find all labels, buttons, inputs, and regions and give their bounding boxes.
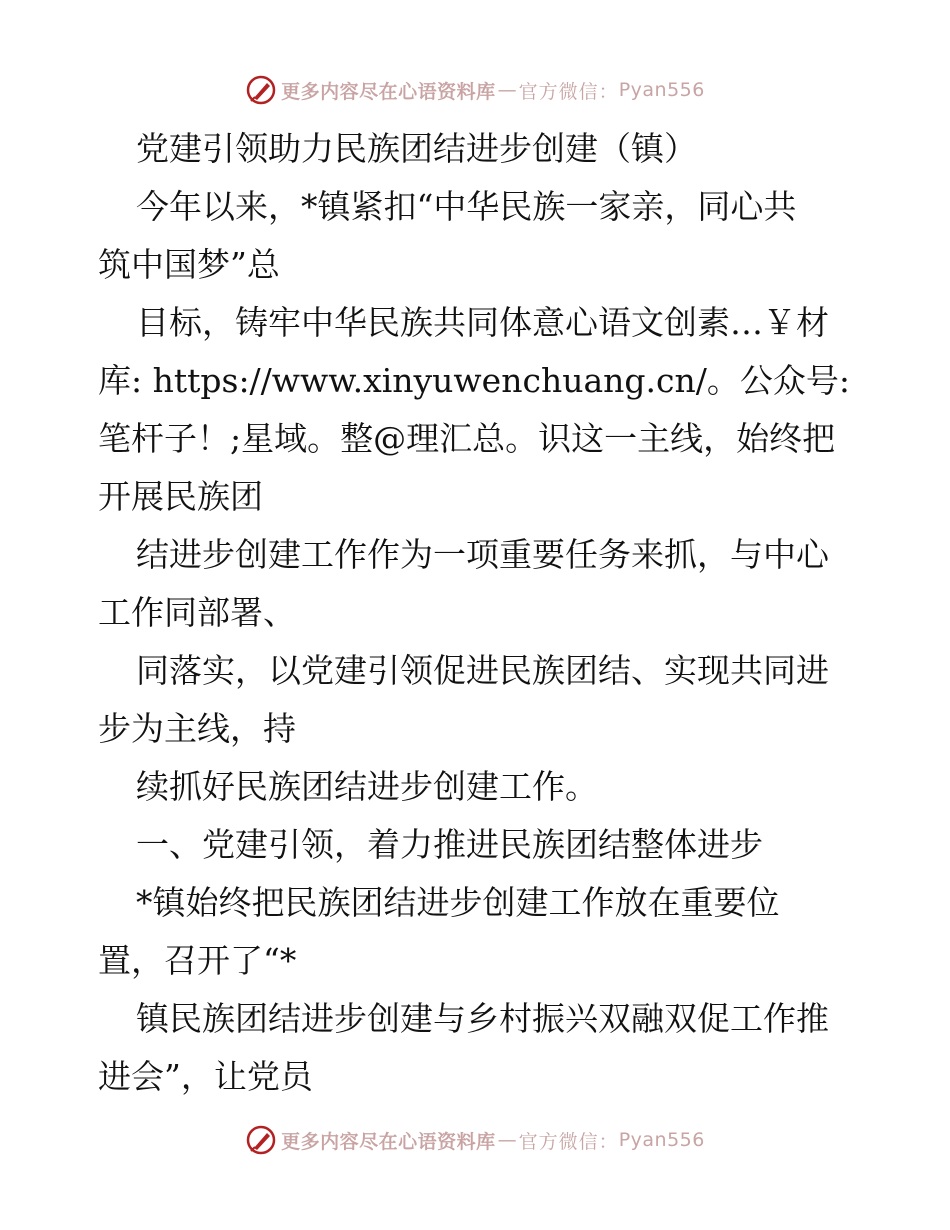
paragraph-line: 进会”，让党员: [98, 1057, 313, 1096]
paragraph-line: 笔杆子！;星域。整@理汇总。识这一主线，始终把: [98, 419, 836, 458]
document-body: [98, 120, 858, 1106]
section-heading: 一、党建引领，着力推进民族团结整体进步: [136, 825, 763, 864]
quill-pen-logo-icon: [245, 1124, 277, 1156]
watermark-brand-text: 更多内容尽在心语资料库: [281, 80, 496, 103]
paragraph-line: 续抓好民族团结进步创建工作。: [136, 767, 598, 806]
paragraph-line: 工作同部署、: [98, 593, 296, 632]
watermark-account-id: Pyan556: [618, 1129, 705, 1151]
paragraph-line: 目标，铸牢中华民族共同体意心语文创素…￥材: [136, 303, 829, 342]
watermark-dash: —: [497, 1129, 517, 1151]
paragraph-line: 步为主线，持: [98, 709, 296, 748]
watermark-wechat-label: 官方微信：: [518, 1130, 619, 1153]
paragraph-line: 开展民族团: [98, 477, 263, 516]
quill-pen-logo-icon: [245, 74, 277, 106]
paragraph-line: 今年以来，*镇紧扣“中华民族一家亲，同心共: [136, 187, 797, 226]
watermark-dash: —: [497, 79, 517, 101]
paragraph-line: 镇民族团结进步创建与乡村振兴双融双促工作推: [136, 999, 829, 1038]
paragraph-line: 同落实，以党建引领促进民族团结、实现共同进: [136, 651, 829, 690]
paragraph-line: 置，召开了“*: [98, 941, 297, 980]
header-watermark-banner: [0, 70, 950, 110]
watermark-brand-text: 更多内容尽在心语资料库: [281, 1130, 496, 1153]
document-title: 党建引领助力民族团结进步创建（镇）: [136, 129, 697, 168]
paragraph-line: 库: https://www.xinyuwenchuang.cn/。公众号:: [98, 361, 850, 400]
paragraph-line: *镇始终把民族团结进步创建工作放在重要位: [136, 883, 780, 922]
paragraph-line: 筑中国梦”总: [98, 245, 280, 284]
watermark-account-id: Pyan556: [618, 79, 705, 101]
footer-watermark-banner: [0, 1120, 950, 1160]
watermark-wechat-label: 官方微信：: [518, 80, 619, 103]
paragraph-line: 结进步创建工作作为一项重要任务来抓，与中心: [136, 535, 829, 574]
